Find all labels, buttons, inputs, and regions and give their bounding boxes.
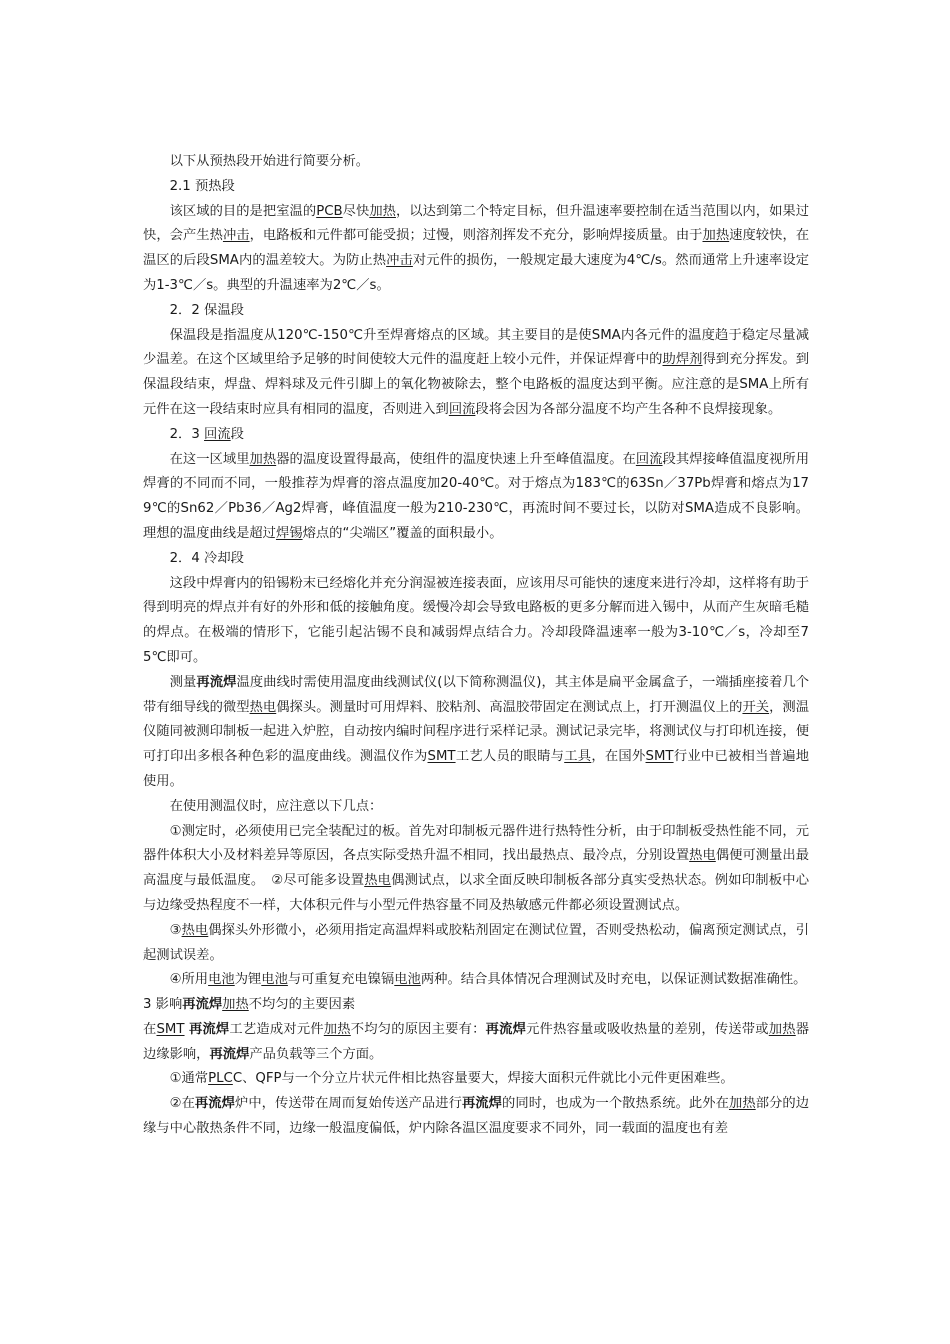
text-run: 测量 (169, 674, 197, 690)
document-body (143, 150, 809, 1142)
text-run: 2．4 冷却段 (169, 550, 244, 566)
paragraph (143, 324, 809, 423)
paragraph (143, 993, 809, 1018)
text-run: 为锂 (234, 972, 262, 988)
text-run: 器的温度设置得最高，使组件的温度快速上升至峰值温度。在 (276, 451, 636, 467)
bold-term: 再流焊 (194, 1096, 235, 1112)
hyperlink[interactable]: 加热 (768, 1021, 796, 1037)
text-run: 该区域的目的是把室温的 (169, 203, 317, 219)
text-run: 行业中已被相当普遍地使用。 (143, 749, 810, 789)
text-run: 这段中焊膏内的铅锡粉末已经熔化并充分润湿被连接表面，应该用尽可能快的速度来进行冷却，这样将有助于得到明亮的焊点并有好的外形和低的接触角度。缓慢冷却会导致电路板的更多分解而进入锡中，从而产生灰暗毛糙的焊点。在极端的情形下，它能引起沾锡不良和减弱焊点结合力。冷却段降温速率一般为3-10℃／s，冷却至75℃即可。 (143, 575, 809, 665)
text-run: ③ (169, 922, 182, 938)
hyperlink[interactable]: 开关 (742, 699, 770, 715)
paragraph (143, 547, 809, 572)
text-run: 元件热容量或吸收热量的差别，传送带或 (526, 1021, 769, 1037)
text-run: 温度曲线时需使用温度曲线测试仪(以下简称测温仪)，其主体是扁平金属盒子，一端插座接着几个带有细导线的微型 (143, 674, 810, 715)
hyperlink[interactable]: SMT (645, 749, 674, 765)
paragraph (143, 968, 809, 993)
text-run: 尽快 (342, 203, 370, 219)
hyperlink[interactable]: 回流 (448, 401, 476, 417)
text-run: 在使用测温仪时，应注意以下几点： (169, 798, 383, 814)
bold-term: 再流焊 (182, 997, 223, 1013)
text-run: 2．3 (169, 426, 205, 442)
text-run: 器边缘影响， (143, 1021, 810, 1062)
text-run: 炉中，传送带在周而复始传送产品进行 (234, 1096, 462, 1112)
text-run: 得到充分挥发。到保温段结束，焊盘、焊料球及元件引脚上的氧化物被除去，整个电路板的温度达到平衡。应注意的是SMA上所有元件在这一段结束时应具有相同的温度，否则进入到 (143, 352, 810, 417)
hyperlink[interactable]: 加热 (702, 228, 730, 244)
text-run: 与可重复充电镍镉 (287, 972, 395, 988)
paragraph (143, 423, 809, 448)
text-run: 产品负载等三个方面。 (249, 1046, 383, 1062)
text-run: 部分的边缘与中心散热条件不同，边缘一般温度偏低，炉内除各温区温度要求不同外，同一载面的温度也有差 (143, 1096, 810, 1137)
paragraph (143, 448, 809, 547)
hyperlink[interactable]: 电池 (208, 972, 235, 988)
paragraph (143, 795, 809, 820)
paragraph (143, 175, 809, 200)
hyperlink[interactable]: 电池 (394, 972, 421, 988)
paragraph (143, 1067, 809, 1092)
hyperlink[interactable]: 热电 (249, 699, 277, 715)
text-run: 两种。结合具体情况合理测试及时充电，以保证测试数据准确性。 (420, 972, 807, 988)
text-run: 偶探头外形微小，必须用指定高温焊料或胶粘剂固定在测试位置，否则受热松动，偏离预定测试点，引起测试误差。 (143, 922, 810, 963)
text-run: 对元件的损伤，一般规定最大速度为4℃/s。然而通常上升速率设定为1-3℃／s。典型的升温速率为2℃／s。 (143, 253, 809, 293)
hyperlink[interactable]: 加热 (369, 203, 396, 219)
text-run: 工艺造成对元件 (229, 1021, 324, 1037)
bold-term: 再流焊 (485, 1021, 527, 1037)
hyperlink[interactable]: 加热 (728, 1096, 756, 1112)
hyperlink[interactable]: 加热 (323, 1021, 351, 1037)
text-run: 的同时，也成为一个散热系统。此外在 (502, 1096, 729, 1112)
text-run: 偶探头。测量时可用焊料、胶粘剂、高温胶带固定在测试点上，打开测温仪上的 (276, 699, 743, 715)
hyperlink[interactable]: 冲击 (222, 228, 250, 244)
paragraph (143, 1018, 809, 1068)
text-run: 保温段是指温度从120℃-150℃升至焊膏熔点的区域。其主要目的是使SMA内各元件的温度趋于稳定尽量减少温差。在这个区域里给予足够的时间使较大元件的温度赶上较小元件，并保证焊膏中的 (143, 327, 809, 368)
text-run: 偶测试点，以求全面反映印制板各部分真实受热状态。例如印制板中心与边缘受热程度不一样，大体积元件与小型元件热容量不同及热敏感元件都必须设置测试点。 (143, 873, 809, 913)
text-run: 偶便可测量出最高温度与最低温度。 ②尽可能多设置 (143, 848, 810, 889)
hyperlink[interactable]: 热电 (364, 873, 392, 889)
text-run: ④所用 (169, 972, 209, 988)
text-run: 段将会因为各部分温度不均产生各种不良焊接现象。 (475, 401, 782, 417)
hyperlink[interactable]: PCB (316, 203, 343, 219)
hyperlink[interactable]: 热电 (689, 848, 716, 864)
paragraph (143, 919, 809, 969)
hyperlink[interactable]: 焊锡 (275, 525, 303, 541)
text-run: ，以达到第二个特定目标，但升温速率要控制在适当范围以内，如果过快，会产生热 (143, 203, 810, 244)
text-run: ，测温仪随同被测印制板一起进入炉腔，自动按内编时间程序进行采样记录。测试记录完毕，将测试仪与打印机连接，便可打印出多根各种色彩的温度曲线。测温仪作为 (143, 699, 810, 765)
paragraph (143, 1092, 809, 1142)
text-run: ①通常 (169, 1071, 209, 1087)
paragraph (143, 820, 809, 919)
text-run: 段 (230, 426, 244, 442)
text-run: 段其焊接峰值温度视所用焊膏的不同而不同，一般推荐为焊膏的溶点温度加20-40℃。对于熔点为183℃的63Sn／37Pb焊膏和熔点为179℃的Sn62／Pb36／Ag2焊膏，峰值温度一般为210-230℃，再流时间不要过长，以防对SMA造成不良影响。理想的温度曲线是超过 (143, 451, 810, 541)
text-run: ①测定时，必须使用已完全装配过的板。首先对印制板元器件进行热特性分析，由于印制板受热性能不同，元器件体积大小及材料差异等原因，各点实际受热升温不相同，找出最热点、最冷点，分别设置 (143, 823, 809, 864)
hyperlink[interactable]: 回流 (635, 451, 663, 467)
text-run: ②在 (169, 1096, 195, 1112)
hyperlink[interactable]: 助焊剂 (662, 352, 703, 368)
paragraph (143, 299, 809, 324)
text-run: 不均匀的主要因素 (248, 997, 356, 1013)
bold-term: 再流焊 (196, 674, 237, 690)
hyperlink[interactable]: 回流 (204, 426, 231, 442)
hyperlink[interactable]: 加热 (222, 997, 249, 1013)
text-run: 2．2 保温段 (169, 302, 244, 318)
hyperlink[interactable]: 工具 (564, 749, 592, 765)
bold-term: 再流焊 (209, 1046, 250, 1062)
hyperlink[interactable]: 热电 (181, 922, 209, 938)
hyperlink[interactable]: 加热 (249, 451, 277, 467)
text-run: 速度较快，在温区的后段SMA内的温差较大。为防止热 (143, 228, 810, 269)
bold-term: 再流焊 (461, 1096, 503, 1112)
text-run: 在这一区域里 (169, 451, 250, 467)
text-run: 3 影响 (143, 997, 183, 1013)
hyperlink[interactable]: 电池 (261, 972, 288, 988)
text-run: 在 (143, 1021, 157, 1037)
hyperlink[interactable]: SMT (427, 749, 456, 765)
hyperlink[interactable]: PLC (208, 1071, 233, 1087)
text-run: 以下从预热段开始进行简要分析。 (169, 154, 370, 169)
text-run: ，在国外 (591, 749, 646, 765)
bold-term: 再流焊 (188, 1021, 230, 1037)
text-run: C、QFP与一个分立片状元件相比热容量要大，焊接大面积元件就比小元件更困难些。 (232, 1071, 734, 1087)
paragraph (143, 150, 809, 175)
paragraph (143, 572, 809, 671)
hyperlink[interactable]: 冲击 (386, 253, 413, 269)
text-run: 工艺人员的眼睛与 (455, 749, 565, 765)
text-run: 2.1 预热段 (169, 178, 235, 194)
paragraph (143, 671, 809, 795)
text-run: 熔点的“尖端区”覆盖的面积最小。 (302, 525, 503, 541)
hyperlink[interactable]: SMT (156, 1021, 185, 1037)
text-run: 不均匀的原因主要有： (350, 1021, 486, 1037)
text-run: ，电路板和元件都可能受损；过慢，则溶剂挥发不充分，影响焊接质量。由于 (249, 228, 703, 244)
paragraph (143, 200, 809, 299)
